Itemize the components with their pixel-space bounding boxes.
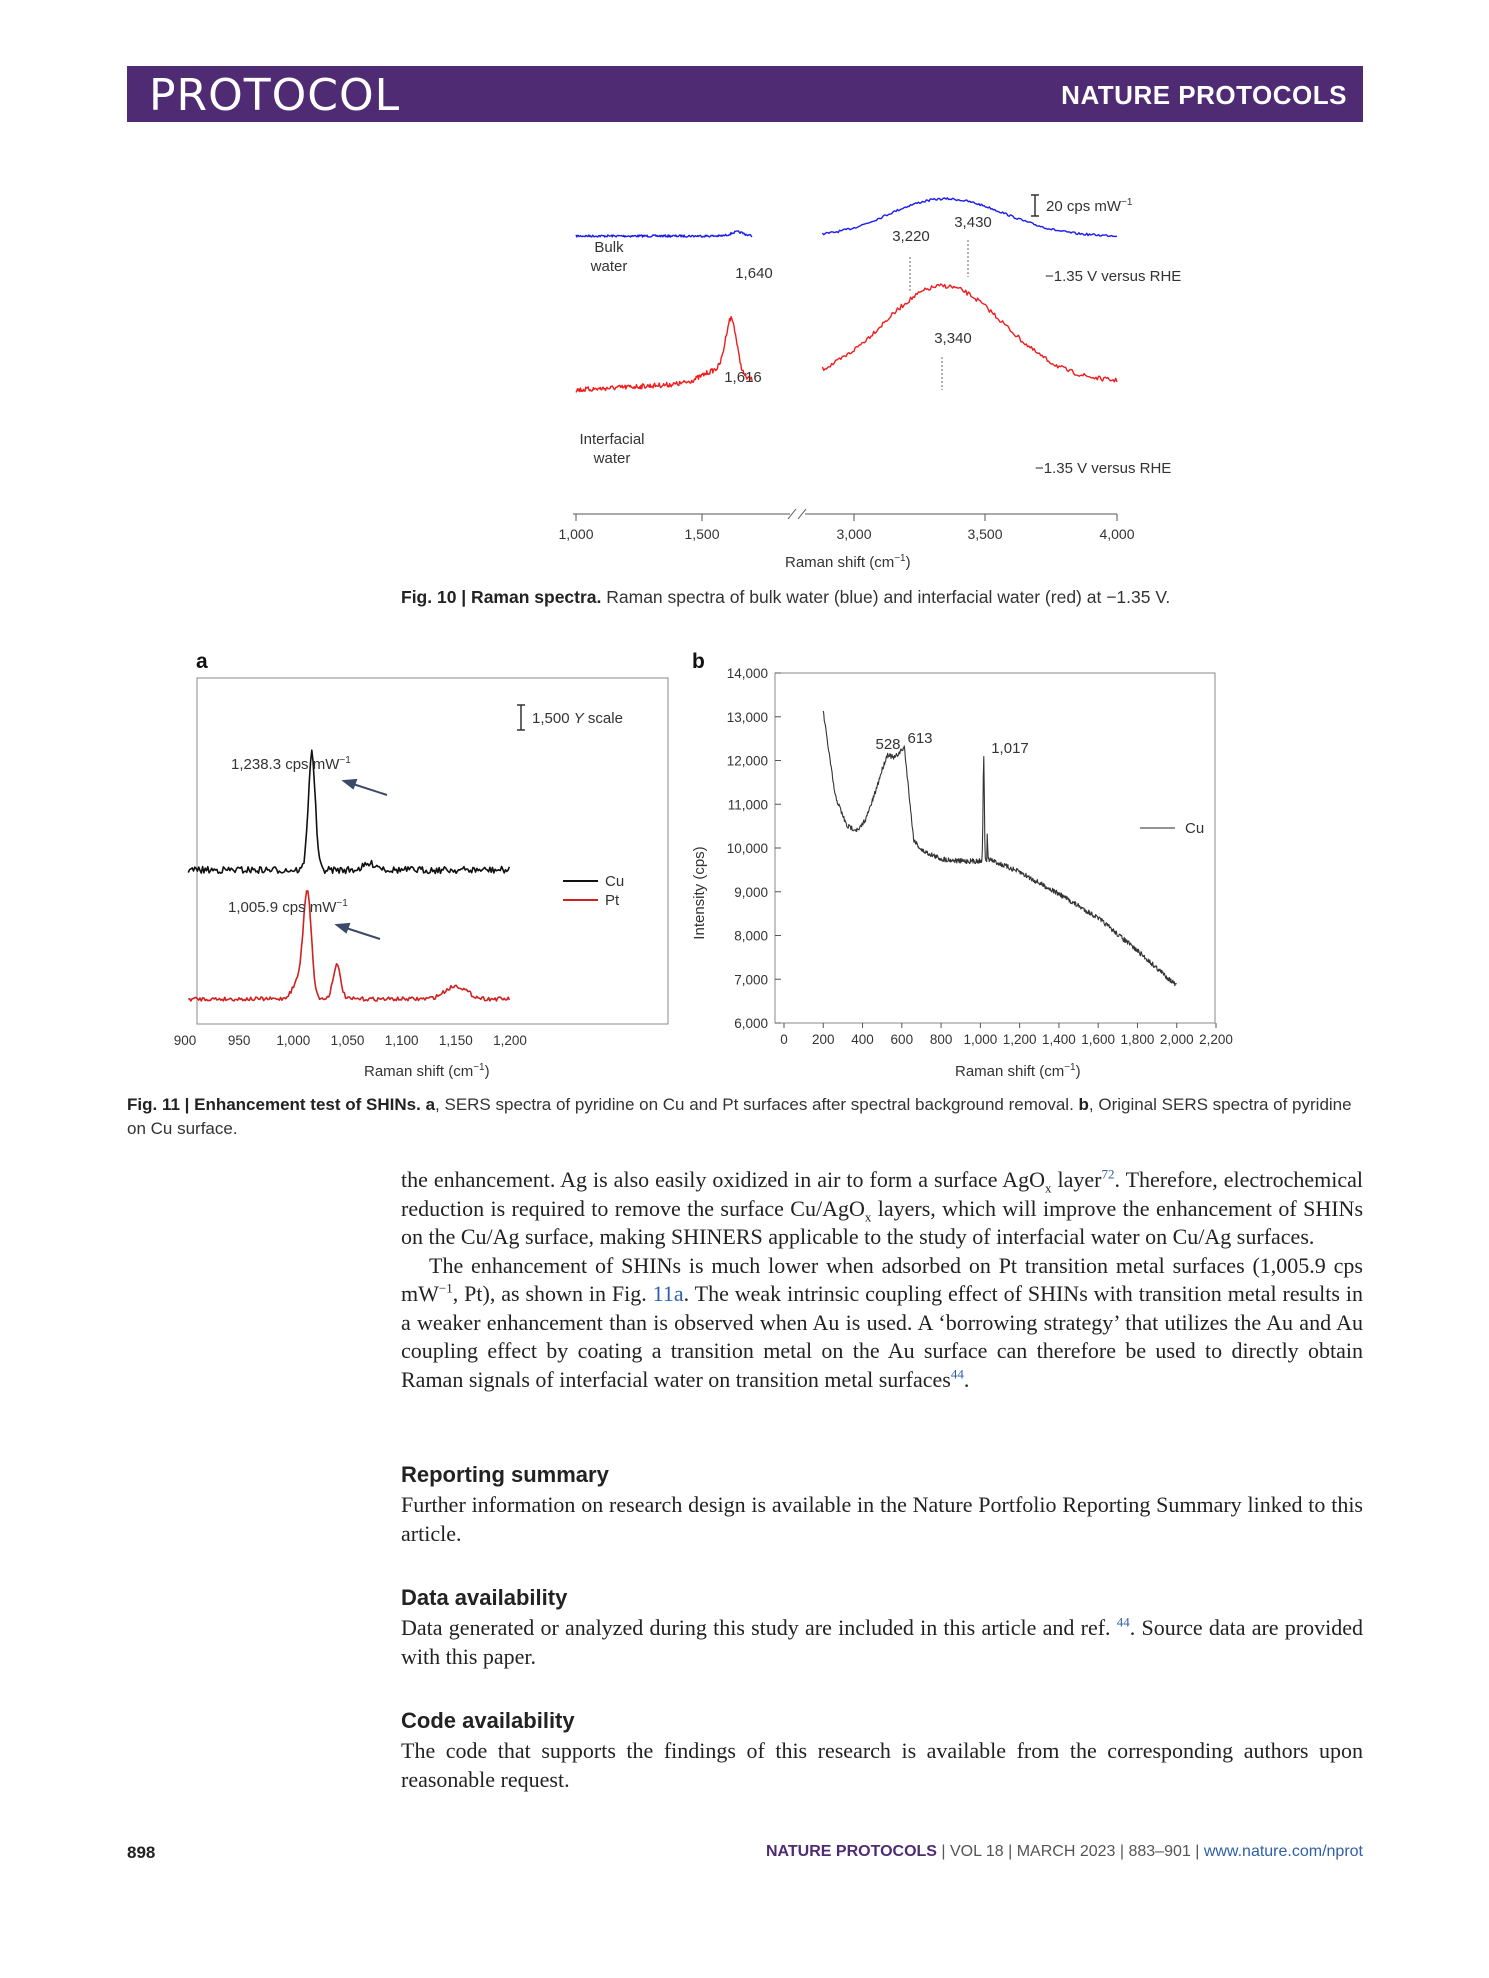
panel-label-b: b	[692, 650, 705, 673]
data-heading: Data availability	[401, 1585, 568, 1610]
bulk-water-spectrum	[576, 198, 1117, 237]
cu-intensity-label: 1,238.3 cps $mW^{-1}$	[231, 755, 351, 773]
fig11b-xtick: 400	[851, 1032, 874, 1047]
journal-name: NATURE PROTOCOLS	[1061, 80, 1347, 110]
ref-link[interactable]: 72	[1101, 1166, 1115, 1182]
footer-citation: NATURE PROTOCOLS | VOL 18 | MARCH 2023 | 883–901 | www.nature.com/nprot	[765, 1843, 1363, 1860]
peak-label-3220: 3,220	[892, 228, 930, 245]
bulk-low-segment	[576, 231, 752, 237]
fig11b-xtick: 1,000	[963, 1032, 998, 1047]
fig11b-ytick: 12,000	[726, 753, 768, 769]
legend-cu-b: Cu	[1185, 820, 1205, 837]
fig11b-ytick: 10,000	[726, 841, 768, 856]
fig11a-frame	[197, 678, 668, 1024]
fig11b-xtick: 600	[890, 1032, 914, 1047]
ref-link[interactable]: 44	[950, 1366, 964, 1382]
reporting-text: Further information on research design is available in the Nature Portfolio Reporting Summary linked to this article.	[401, 1492, 1363, 1546]
peak-label-1017: 1,017	[991, 740, 1029, 757]
fig11b-ytick: 11,000	[727, 797, 768, 813]
fig11a-xtick: 1,000	[276, 1033, 311, 1048]
data-text: Data generated or analyzed during this study are included in this article and ref. $^{44}$. Source data are provided with this paper.	[401, 1614, 1363, 1669]
y-scale-bar	[517, 705, 525, 730]
fig10-xtick: 1,500	[684, 526, 720, 542]
interfacial-label: water	[593, 450, 631, 467]
peak-label-1640: 1,640	[735, 265, 773, 282]
fig11b-chart	[680, 645, 1280, 1085]
pt-arrow	[337, 924, 380, 939]
journal-url[interactable]: www.nature.com/nprot	[1203, 1843, 1363, 1860]
fig10-chart	[540, 185, 1220, 585]
fig11a-xtick: 1,050	[330, 1033, 365, 1048]
peak-label-3340: 3,340	[934, 330, 972, 347]
fig11b-xtick: 2,000	[1159, 1032, 1194, 1047]
fig11b-xlabel: Raman shift $(cm^{-1})$	[955, 1062, 1081, 1080]
fig11a-xtick: 1,100	[384, 1033, 419, 1048]
paragraph-1: the enhancement. Ag is also easily oxidized in air to form a surface AgO$_x$ layer$^{72}$. Therefore, electrochemical reduction is required to remove the surface Cu/AgO$_x$ layers, which will improve the enhancement of SHINs on the Cu/Ag surface, making SHINERS applicable to the study of interfacial water on Cu/Ag surfaces.	[401, 1166, 1364, 1249]
fig10-xtick: 1,000	[558, 526, 594, 542]
header-banner	[127, 66, 1363, 122]
fig11a-xtick: 900	[173, 1033, 197, 1048]
fig11a-xtick: 1,150	[438, 1033, 473, 1048]
peak-label-528: 528	[875, 736, 901, 753]
fig11b-xtick: 1,800	[1120, 1032, 1155, 1047]
code-heading: Code availability	[401, 1708, 575, 1733]
axis-break-mark	[798, 509, 806, 519]
fig10-xlabel: Raman shift $(cm^{-1})$	[785, 553, 911, 571]
bulk-condition: −1.35 V versus RHE	[1045, 268, 1182, 285]
fig11b-ytick: 6,000	[734, 1016, 768, 1031]
fig11b-ytick: 8,000	[734, 928, 768, 944]
fig11b-xtick: 1,200	[1002, 1032, 1037, 1047]
pt-intensity-label: 1,005.9 cps $mW^{-1}$	[228, 898, 348, 916]
fig11b-ytick: 9,000	[734, 884, 768, 900]
peak-label-613: 613	[907, 730, 933, 747]
scale-bar-label: 20 cps $mW^{-1}$	[1046, 197, 1133, 215]
scale-bar	[1031, 195, 1039, 216]
y-scale-label: 1,500 Y scale	[532, 710, 623, 727]
fig11b-xtick: 800	[929, 1032, 953, 1047]
interfacial-water-spectrum	[576, 284, 1117, 392]
fig11b-ytick: 7,000	[734, 972, 768, 988]
bulk-label: water	[590, 258, 628, 275]
fig11b-xtick: 200	[812, 1032, 835, 1047]
fig10-xtick: 3,500	[967, 526, 1003, 542]
ref-link[interactable]: 44	[1116, 1614, 1130, 1630]
fig10-caption: Fig. 10 | Raman spectra. Raman spectra of bulk water (blue) and interfacial water (red) at −1.35 V.	[401, 587, 1171, 607]
fig11b-ylabel: Intensity (cps)	[691, 846, 708, 940]
fig10-xtick: 4,000	[1099, 526, 1135, 542]
fig11b-ytick: 13,000	[726, 709, 768, 725]
fig11a-xtick: 950	[227, 1033, 251, 1048]
page-number: 898	[127, 1843, 156, 1862]
fig11b-xtick: 0	[780, 1032, 788, 1047]
legend-pt: Pt	[605, 892, 620, 909]
fig11b-xtick: 1,400	[1042, 1032, 1076, 1047]
fig11a-xlabel: Raman shift $(cm^{-1})$	[364, 1062, 490, 1080]
code-text: The code that supports the findings of this research is available from the corresponding authors upon reasonable request.	[401, 1738, 1363, 1792]
fig11-caption: Fig. 11 | Enhancement test of SHINs. a, SERS spectra of pyridine on Cu and Pt surfaces after spectral background removal. b, Original SERS spectra of pyridine on Cu surface.	[127, 1095, 1352, 1138]
cu-arrow	[344, 780, 387, 795]
fig11b-ytick: 14,000	[726, 666, 768, 681]
peak-label-3430: 3,430	[954, 214, 992, 231]
fig11a-legend	[563, 873, 624, 909]
fig11b-frame	[775, 673, 1215, 1023]
peak-label-1616: 1,616	[724, 369, 762, 386]
bulk-label: Bulk	[594, 239, 624, 256]
fig11a-chart	[173, 645, 680, 1085]
fig-link[interactable]: 11a	[652, 1281, 684, 1306]
section-type: PROTOCOL	[149, 70, 401, 121]
interfacial-label: Interfacial	[579, 431, 645, 448]
fig11a-xtick: 1,200	[493, 1033, 527, 1048]
fig11b-xtick: 1,600	[1081, 1032, 1116, 1047]
interfacial-condition: −1.35 V versus RHE	[1035, 460, 1172, 477]
legend-cu: Cu	[605, 873, 625, 890]
body-text	[401, 1166, 1363, 1394]
panel-label-a: a	[196, 650, 208, 673]
fig10-xtick: 3,000	[836, 526, 872, 542]
fig11b-xtick: 2,200	[1199, 1032, 1233, 1047]
fig11b-legend	[1140, 820, 1204, 837]
reporting-heading: Reporting summary	[401, 1462, 609, 1487]
paragraph-2: The enhancement of SHINs is much lower when adsorbed on Pt transition metal surfaces (1,005.9 cps $mW^{-1}$, Pt), as shown in Fig. 11a. The weak intrinsic coupling effect of SHINs with transition metal results in a weaker enhancement than is observed when Au is used. A ‘borrowing strategy’ that utilizes the Au and Au coupling effect by coating a transition metal on the Au surface can therefore be used to directly obtain Raman signals of interfacial water on transition metal surfaces$^{44}$.	[401, 1252, 1363, 1392]
